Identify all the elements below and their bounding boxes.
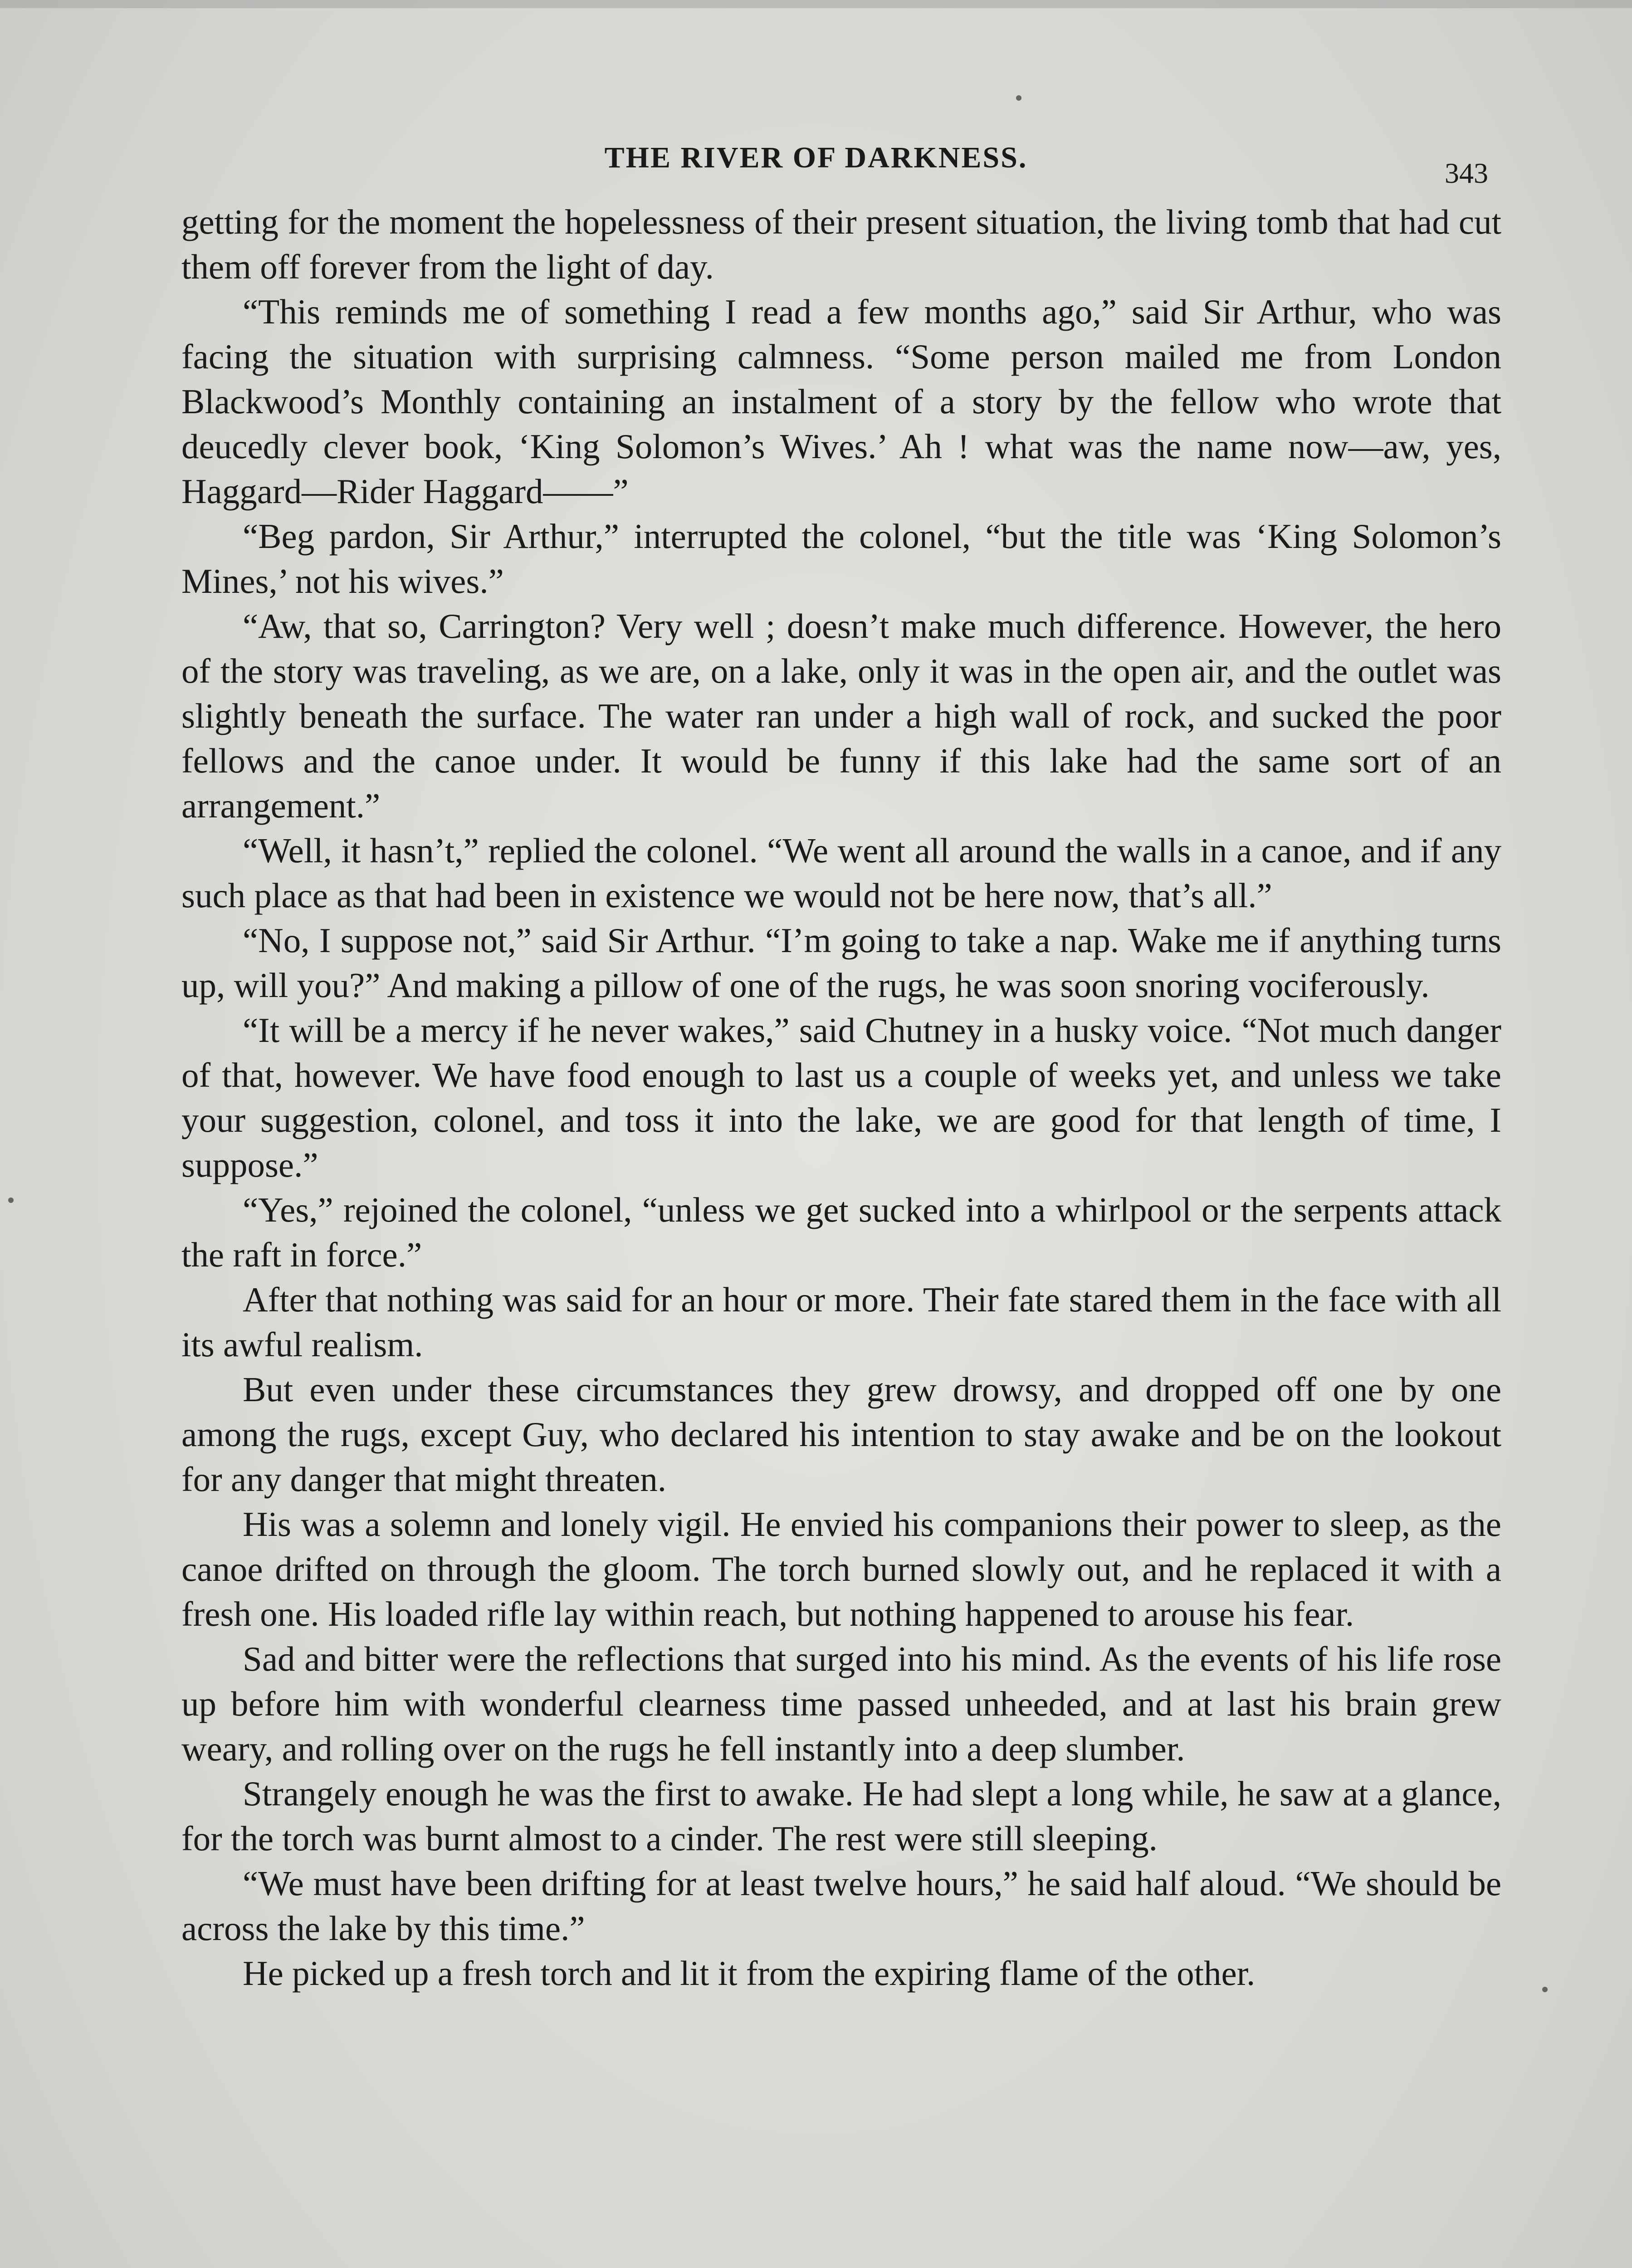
body-text bbox=[181, 200, 1501, 1996]
paragraph: “We must have been drifting for at least twelve hours,” he said half aloud. “We should be across the lake by this time.” bbox=[181, 1864, 1501, 1948]
page-number: 343 bbox=[1445, 157, 1488, 189]
paragraph: Strangely enough he was the first to awake. He had slept a long while, he saw at a glance, for the torch was burnt almost to a cinder. The rest were still sleeping. bbox=[181, 1774, 1501, 1858]
paragraph: “It will be a mercy if he never wakes,” said Chutney in a husky voice. “Not much danger of that, however. We have food enough to last us a couple of weeks yet, and unless we take your suggestion, colonel, and toss it into the lake, we are good for that length of time, I suppose.” bbox=[181, 1011, 1501, 1184]
paragraph: His was a solemn and lonely vigil. He envied his companions their power to sleep, as the canoe drifted on through the gloom. The torch burned slowly out, and he replaced it with a fresh one. His loaded rifle lay within reach, but nothing happened to arouse his fear. bbox=[181, 1505, 1501, 1633]
paragraph: “Aw, that so, Carrington? Very well ; doesn’t make much difference. However, the hero of the story was traveling, as we are, on a lake, only it was in the open air, and the outlet was slightly beneath the surface. The water ran under a high wall of rock, and sucked the poor fellows and the canoe under. It would be funny if this lake had the same sort of an arrangement.” bbox=[181, 606, 1501, 825]
paragraph: “No, I suppose not,” said Sir Arthur. “I’m going to take a nap. Wake me if anything turns up, will you?” And making a pillow of one of the rugs, he was soon snoring vociferously. bbox=[181, 921, 1501, 1005]
page-top-edge bbox=[0, 0, 1632, 8]
paragraph: He picked up a fresh torch and lit it from the expiring flame of the other. bbox=[243, 1954, 1256, 1993]
paragraph: “This reminds me of something I read a few months ago,” said Sir Arthur, who was facing the situation with surprising calmness. “Some person mailed me from London Blackwood’s Monthly containing an instalment of a story by the fellow who wrote that deucedly clever book, ‘King Solomon’s Wives.’ Ah ! what was the name now—aw, yes, Haggard—Rider Haggard——” bbox=[181, 292, 1501, 511]
paragraph: Sad and bitter were the reflections that surged into his mind. As the events of his life rose up before him with wonderful clearness time passed unheeded, and at last his brain grew weary, and rolling over on the rugs he fell instantly into a deep slumber. bbox=[181, 1639, 1501, 1768]
paragraph: “Beg pardon, Sir Arthur,” interrupted the colonel, “but the title was ‘King Solomon’s Mines,’ not his wives.” bbox=[181, 517, 1501, 601]
paragraph: getting for the moment the hopelessness of their present situation, the living tomb that had cut them off forever from the light of day. bbox=[181, 202, 1501, 286]
paragraph: After that nothing was said for an hour or more. Their fate stared them in the face with all its awful realism. bbox=[181, 1280, 1501, 1364]
paragraph: “Well, it hasn’t,” replied the colonel. “We went all around the walls in a canoe, and if any such place as that had been in existence we would not be here now, that’s all.” bbox=[181, 831, 1501, 915]
ink-speck bbox=[8, 1198, 14, 1203]
ink-speck bbox=[1016, 95, 1021, 101]
paragraph: But even under these circumstances they grew drowsy, and dropped off one by one among the rugs, except Guy, who declared his intention to stay awake and be on the lookout for any danger that might threaten. bbox=[181, 1370, 1501, 1499]
ink-speck bbox=[1542, 1987, 1548, 1992]
paragraph: “Yes,” rejoined the colonel, “unless we get sucked into a whirlpool or the serpents attack the raft in force.” bbox=[181, 1190, 1501, 1274]
running-title: THE RIVER OF DARKNESS. bbox=[604, 141, 1028, 174]
